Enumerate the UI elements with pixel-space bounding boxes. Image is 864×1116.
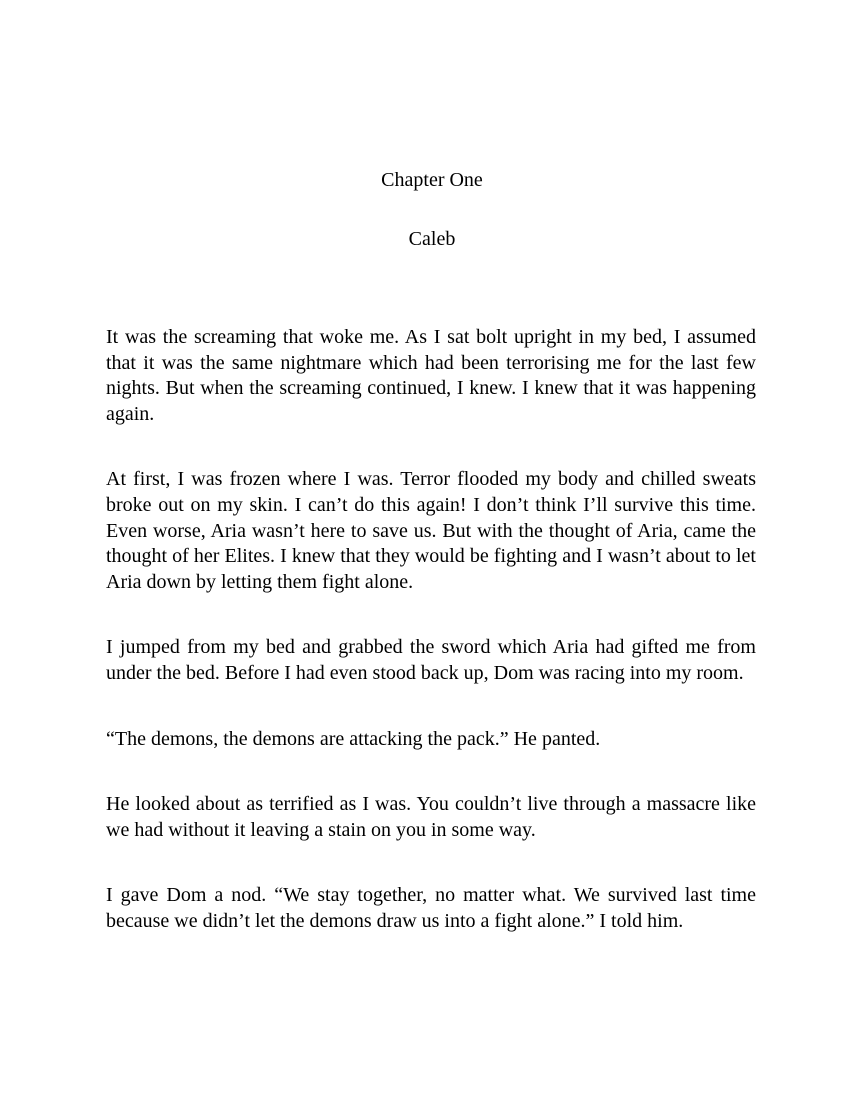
chapter-title: Chapter One [381,169,483,191]
paragraph: “The demons, the demons are attacking the pack.” He panted. [106,727,601,750]
paragraph: He looked about as terrified as I was. You couldn’t live through a massacre like we had without it leaving a stain on you in some way. [106,793,756,841]
paragraph: At first, I was frozen where I was. Terror flooded my body and chilled sweats broke out on my skin. I can’t do this again! I don’t think I’ll survive this time. Even worse, Aria wasn’t here to save us. But with the thought of Aria, came the thought of her Elites. I knew that they would be fighting and I wasn’t about to let Aria down by letting them fight alone. [106,468,756,593]
chapter-body [106,325,756,975]
paragraph: I jumped from my bed and grabbed the sword which Aria had gifted me from under the bed. Before I had even stood back up, Dom was racing into my room. [106,636,756,684]
chapter-subtitle: Caleb [408,228,456,250]
paragraph: I gave Dom a nod. “We stay together, no matter what. We survived last time because we didn’t let the demons draw us into a fight alone.” I told him. [106,884,756,932]
paragraph: It was the screaming that woke me. As I sat bolt upright in my bed, I assumed that it was the same nightmare which had been terrorising me for the last few nights. But when the screaming continued, I knew. I knew that it was happening again. [106,326,756,425]
